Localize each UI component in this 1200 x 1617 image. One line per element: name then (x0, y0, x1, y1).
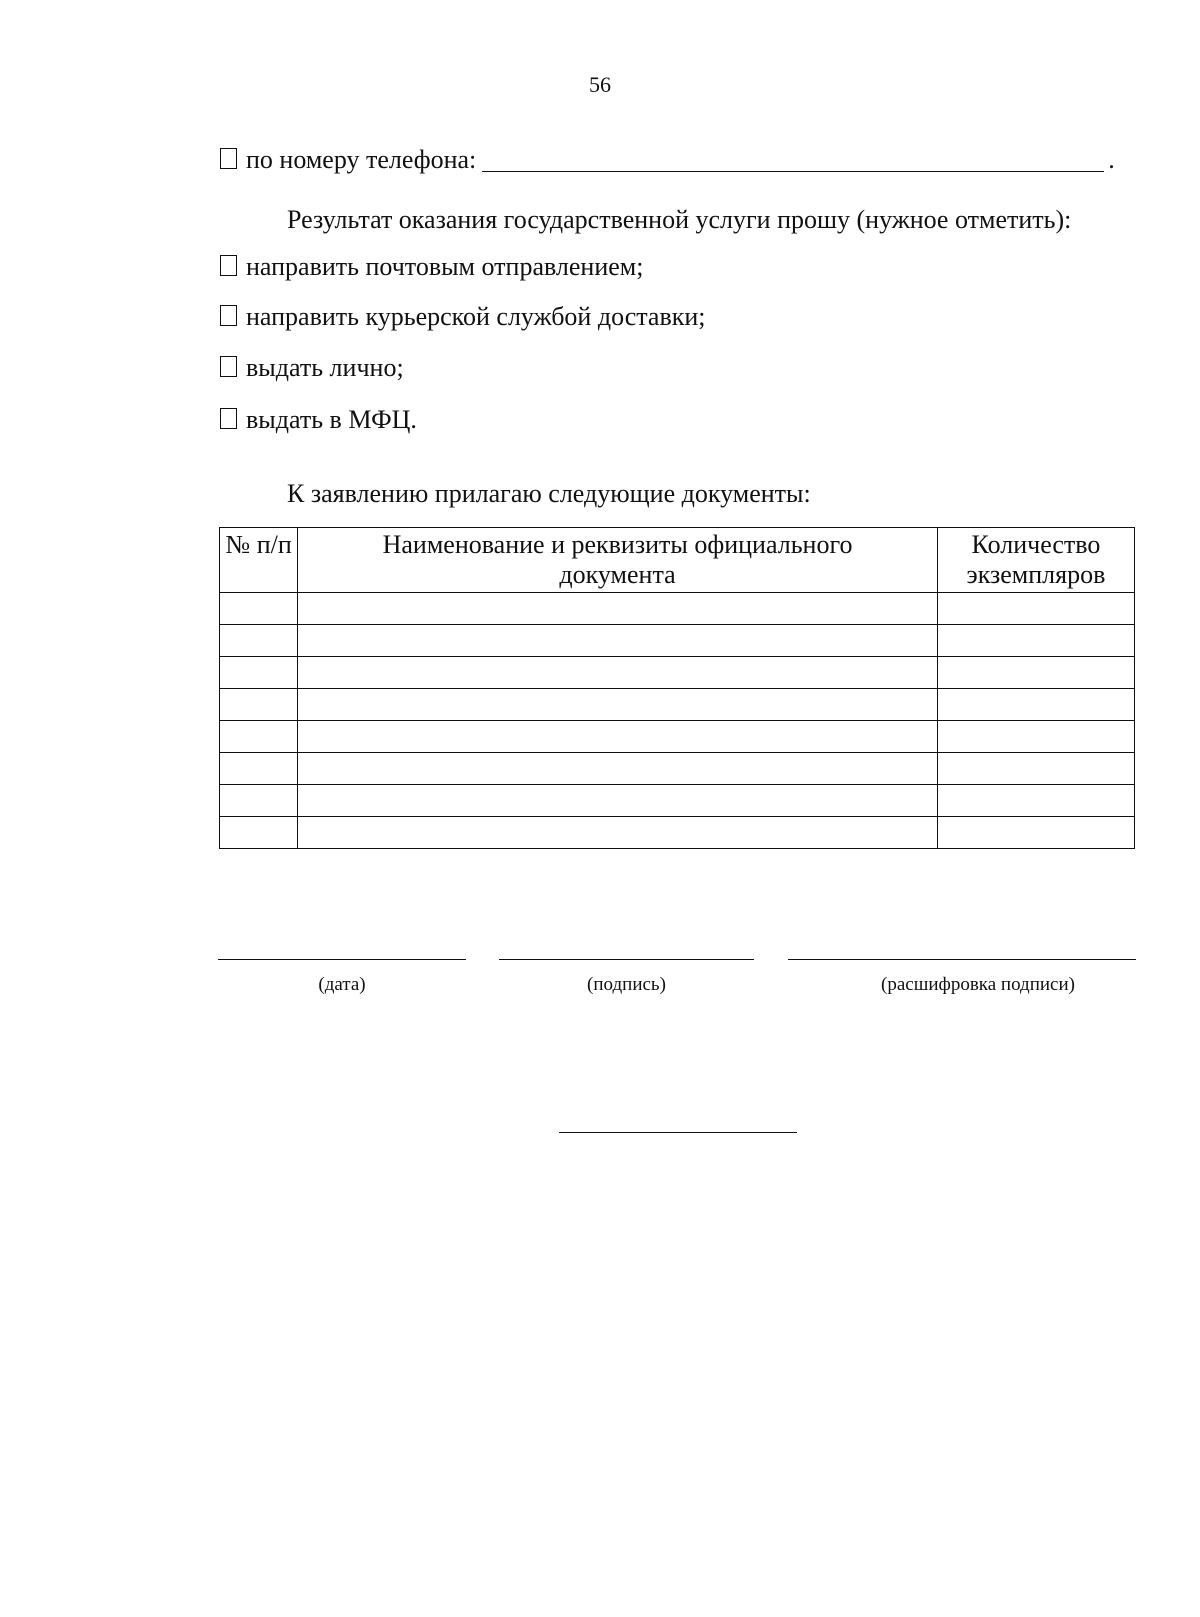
cell-number[interactable] (220, 657, 298, 689)
delivery-option-mfc (220, 405, 417, 435)
signature-label: (подпись) (587, 974, 666, 995)
phone-option-label: по номеру телефона: (246, 145, 477, 174)
cell-name[interactable] (298, 785, 938, 817)
courier-checkbox[interactable] (220, 305, 237, 326)
decoding-label: (расшифровка подписи) (881, 974, 1075, 995)
table-row (220, 593, 1135, 625)
signature-line[interactable] (499, 959, 754, 960)
cell-name[interactable] (298, 817, 938, 849)
cell-number[interactable] (220, 593, 298, 625)
date-line[interactable] (218, 959, 466, 960)
date-label: (дата) (318, 974, 366, 995)
cell-name[interactable] (298, 753, 938, 785)
personal-checkbox[interactable] (220, 356, 237, 377)
result-intro: Результат оказания государственной услуги прошу (нужное отметить): (287, 205, 1072, 234)
phone-checkbox[interactable] (220, 148, 237, 169)
table-row (220, 817, 1135, 849)
phone-trailing-period: . (1108, 145, 1115, 174)
cell-quantity[interactable] (937, 657, 1134, 689)
cell-quantity[interactable] (937, 753, 1134, 785)
cell-name[interactable] (298, 721, 938, 753)
decoding-line[interactable] (788, 959, 1136, 960)
mail-checkbox[interactable] (220, 255, 237, 276)
table-row (220, 689, 1135, 721)
cell-number[interactable] (220, 817, 298, 849)
cell-quantity[interactable] (937, 817, 1134, 849)
cell-number[interactable] (220, 625, 298, 657)
mfc-checkbox[interactable] (220, 408, 237, 429)
delivery-option-personal (220, 353, 404, 383)
table-row (220, 625, 1135, 657)
table-row (220, 657, 1135, 689)
header-quantity: Количество экземпляров (937, 528, 1134, 593)
header-number: № п/п (220, 528, 298, 593)
cell-number[interactable] (220, 689, 298, 721)
cell-name[interactable] (298, 689, 938, 721)
cell-quantity[interactable] (937, 689, 1134, 721)
delivery-option-courier (220, 302, 706, 332)
cell-quantity[interactable] (937, 721, 1134, 753)
table-row (220, 753, 1135, 785)
cell-number[interactable] (220, 785, 298, 817)
cell-name[interactable] (298, 657, 938, 689)
table-row (220, 721, 1135, 753)
cell-quantity[interactable] (937, 785, 1134, 817)
cell-name[interactable] (298, 625, 938, 657)
delivery-option-label: выдать в МФЦ. (246, 405, 417, 434)
table-header-row (220, 528, 1135, 593)
closing-divider (559, 1132, 797, 1133)
table-row (220, 785, 1135, 817)
cell-quantity[interactable] (937, 625, 1134, 657)
header-name: Наименование и реквизиты официального документа (298, 528, 938, 593)
delivery-option-label: выдать лично; (246, 353, 404, 382)
cell-number[interactable] (220, 753, 298, 785)
phone-option (220, 145, 1115, 175)
cell-name[interactable] (298, 593, 938, 625)
cell-quantity[interactable] (937, 593, 1134, 625)
attachments-intro: К заявлению прилагаю следующие документы: (287, 479, 811, 508)
page-number: 56 (589, 72, 611, 97)
delivery-option-mail (220, 252, 643, 282)
delivery-option-label: направить курьерской службой доставки; (246, 302, 706, 331)
delivery-option-label: направить почтовым отправлением; (246, 252, 644, 281)
phone-number-field[interactable] (482, 149, 1104, 172)
cell-number[interactable] (220, 721, 298, 753)
documents-table (219, 527, 1135, 849)
